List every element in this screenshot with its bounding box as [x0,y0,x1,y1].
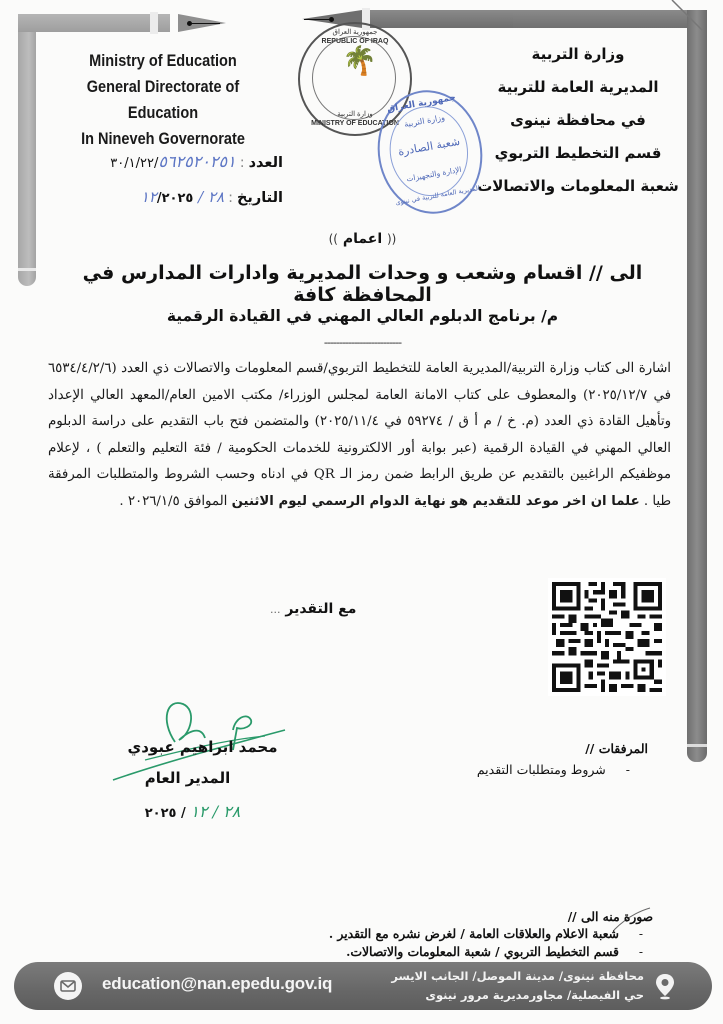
signature-date [100,795,285,831]
ministry-name-ar: وزارة التربية [531,45,625,63]
attachments-section [477,738,648,780]
palm-tree-icon: 🌴 [342,44,377,77]
frame-left-bar [18,14,36,286]
map-pin-icon [654,972,676,1000]
signature-date-handwritten: ٢٨ / ١٢ [190,802,241,821]
directorate-name-ar: المديرية العامة للتربية [497,78,659,96]
department-name-ar: قسم التخطيط التربوي [494,144,662,162]
copy-to-label: صورة منه الى // [567,909,653,924]
contact-email[interactable]: education@nan.epedu.gov.iq [102,974,333,993]
attachment-item-text: شروط ومتطلبات التقديم [476,762,606,777]
governorate-name-en: In Nineveh Governorate [81,130,245,148]
address-line-1: محافظة نينوى/ مدينة الموصل/ الجانب الايسر [391,969,644,983]
pen-scratch-mark [670,0,710,35]
arabic-letterhead [473,38,683,203]
body-text: اشارة الى كتاب وزارة التربية/المديرية العامة للتخطيط التربوي/قسم المعلومات والاتصالات ذي العدد (٦٥٣٤/٤/٢/٦ في ٢٠٢٥/١٢/٧) والمعطوف على كتاب الامانة العامة لمجلس الوزراء/ مكتب الامين العام/المعهد العالي الإعداد وتأهيل القادة ذي العدد (م. خ / م أ ق / ٥٩٢٧٤ في ٢٠٢٥/١١/٤) والمتضمن فتح باب التقديم على دراسة الدبلوم العالي المهني في القيادة الرقمية (عبر بوابة أور الالكترونية للخدمات الحكومية / فئة التعليم والتعلم ) ، لإعلام موظفيكم الراغبين بالتقديم عن طريق الرابط ضمن رمز الـ QR في ادناه وحسب الشروط والمتطلبات المرفقة طيا . [48,361,672,509]
pen-nib-line [304,19,330,20]
governorate-name-ar: في محافظة نينوى [510,111,646,129]
reference-number: العدد:٣٠/١/٢٢/٥٦٢٥٢٠٢٥١ [110,152,283,171]
contact-address [391,967,644,1005]
frame-band [150,12,158,34]
subject-line: م/ برنامج الدبلوم العالي المهني في القيادة الرقمية [166,307,559,325]
recipient-line: الى // اقسام وشعب و وحدات المديرية وادارات المدارس في المحافظة كافة [82,262,643,306]
english-letterhead [38,48,288,152]
category-label: اعمام [342,231,383,247]
closing-dots: ... [270,603,281,616]
reference-date-label: التاريخ [236,190,283,206]
attachment-item: -شروط ومتطلبات التقديم [476,762,630,777]
stamp-line-5: المديرية العامة للتربية في نينوى [394,183,481,207]
body-deadline-bold: علما ان اخر موعد للتقديم هو نهاية الدوام الرسمي ليوم الاثنين [231,493,640,509]
signature-block [100,733,305,831]
reference-date-year: /٢٠٢٥ [156,191,194,206]
qr-code[interactable] [548,578,666,696]
contact-footer [14,962,712,1010]
signatory-title: المدير العام [144,769,231,787]
signatory-name: محمد ابراهيم عبودي [127,738,278,756]
seal-bottom-arabic: وزارة التربية [337,111,373,118]
circular-category: (( اعمام )) [328,231,397,247]
seal-bottom-english: MINISTRY OF EDUCATION [311,120,399,127]
ministry-name-en: Ministry of Education [89,52,237,70]
body-deadline-date: الموافق ٢٠٢٦/١/٥ . [119,493,232,509]
reference-number-prefix: ٣٠/١/٢٢/ [110,156,159,171]
closing-text: مع التقدير [285,601,357,617]
body-paragraph [48,356,671,516]
seal-top-arabic: جمهورية العراق [332,29,378,36]
copy-to-item-text: شعبة الاعلام والعلاقات العامة / لغرض نشره مع التقدير . [328,926,619,941]
closing-salutation [270,601,356,617]
signature-date-year: / ٢٠٢٥ [144,806,186,821]
stamp-line-2: وزارة التربية [403,112,446,129]
pen-nib-line [190,23,220,24]
stamp-line-3: شعبة الصادرة [397,134,461,159]
section-name-ar: شعبة المعلومات والاتصالات [477,177,679,195]
reference-date-handwritten: ٢٨ / ١٢ [140,188,225,206]
frame-top-right-bar [368,10,513,28]
directorate-name-en: General Directorate of Education [86,78,240,122]
reference-number-handwritten: ٥٦٢٥٢٠٢٥١ [158,152,236,171]
reference-number-label: العدد [248,155,283,171]
copy-to-item: -قسم التخطيط التربوي / شعبة المعلومات والاتصالات. [346,944,643,959]
seal-top-english: REPUBLIC OF IRAQ [321,38,389,45]
copy-to-item: -شعبة الاعلام والعلاقات العامة / لغرض نشره مع التقدير . [328,926,643,941]
reference-date: التاريخ:٢٨ / ١٢/٢٠٢٥ [140,188,283,206]
stamp-line-4: الإدارة والتجهيزات [405,164,463,184]
subject-separator: -------------------------- [323,336,402,349]
address-line-2: حي الفيصلية/ مجاورمديرية مرور نينوى [425,988,644,1002]
envelope-icon [54,972,82,1000]
frame-right-bar [687,10,707,762]
stamp-line-1: جمهورية العراق [386,92,457,115]
copy-to-item-text: قسم التخطيط التربوي / شعبة المعلومات والاتصالات. [346,944,619,959]
frame-left-band [18,268,36,271]
frame-right-band [687,744,707,747]
frame-top-left-bar [18,14,170,32]
copy-to-section [329,908,653,961]
attachments-label: المرفقات // [585,741,648,756]
